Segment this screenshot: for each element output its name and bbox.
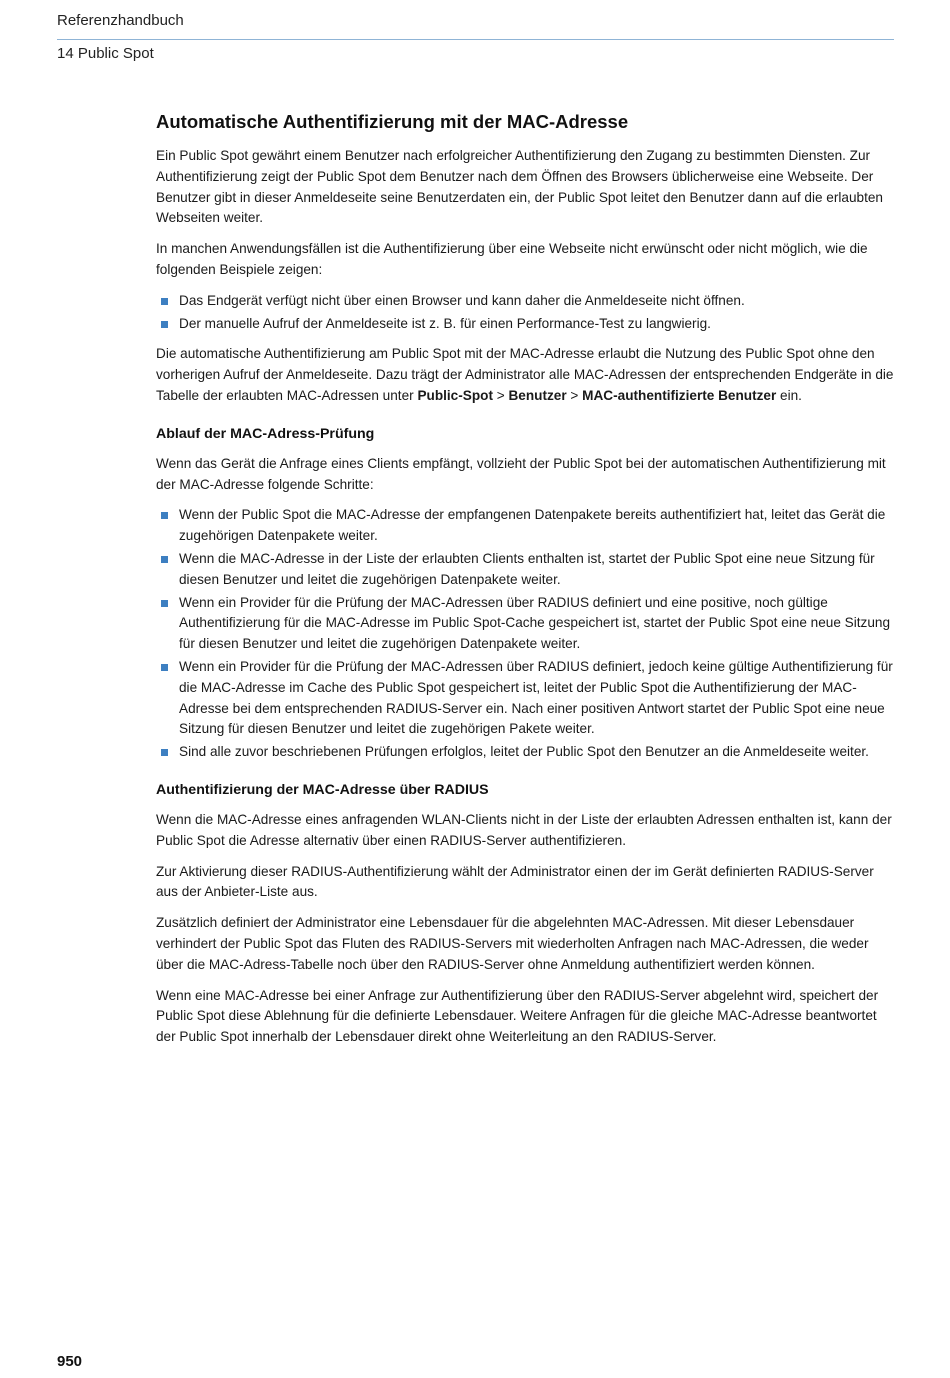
square-bullet-icon: [161, 556, 168, 563]
list-item-text: Wenn ein Provider für die Prüfung der MAC-Adressen über RADIUS definiert und eine positive, noch gültige Authentifizierung für die MAC-Adresse im Public Spot-Cache gespeichert ist, startet der Public Spot eine neue Sitzung für diesen Benutzer und leitet die zugehörigen Datenpakete weiter.: [179, 594, 891, 652]
page-header: [57, 10, 894, 65]
radius-paragraph-4: Wenn eine MAC-Adresse bei einer Anfrage zur Authentifizierung über den RADIUS-Server abgelehnt wird, speichert der Public Spot diese Ablehnung für die definierte Lebensdauer. Weitere Anfragen für die gleiche MAC-Adresse beantwortet der Public Spot innerhalb der Lebensdauer direkt ohne Weiterleitung an den RADIUS-Server.: [156, 987, 879, 1045]
menu-path-benutzer: Benutzer: [508, 387, 567, 403]
list-item-text: Wenn der Public Spot die MAC-Adresse der empfangenen Datenpakete bereits authentifiziert hat, leitet das Gerät die zugehörigen Datenpakete weiter.: [179, 507, 886, 544]
path-separator: >: [566, 387, 583, 403]
list-item-text: Sind alle zuvor beschriebenen Prüfungen erfolglos, leitet der Public Spot den Benutzer an die Anmeldeseite weiter.: [179, 744, 869, 760]
square-bullet-icon: [161, 512, 168, 519]
header-divider: [57, 39, 894, 40]
list-item: [156, 549, 894, 591]
list-item-text: Das Endgerät verfügt nicht über einen Browser und kann daher die Anmeldeseite nicht öffnen.: [179, 292, 745, 308]
radius-paragraph-1: Wenn die MAC-Adresse eines anfragenden WLAN-Clients nicht in der Liste der erlaubten Adressen enthalten ist, kann der Public Spot die Adresse alternativ über einen RADIUS-Server authentifizieren.: [156, 811, 892, 848]
menu-path-public-spot: Public-Spot: [417, 387, 493, 403]
radius-paragraph-2: Zur Aktivierung dieser RADIUS-Authentifizierung wählt der Administrator einen der im Gerät definierten RADIUS-Server aus der Anbieter-Liste aus.: [156, 863, 874, 900]
list-item-text: Wenn ein Provider für die Prüfung der MAC-Adressen über RADIUS definiert, jedoch keine gültige Authentifizierung für die MAC-Adresse im Cache des Public Spot gespeichert ist, leitet der Public Spot die Authentifizierung der MAC-Adresse bei dem entsprechenden RADIUS-Server ein. Nach einer positiven Antwort startet der Public Spot eine neue Sitzung für diesen Benutzer und leitet die zugehörigen Pakete weiter.: [179, 658, 893, 737]
subsection-heading-check: Ablauf der MAC-Adress-Prüfung: [156, 425, 375, 442]
list-item: [156, 505, 894, 547]
list-item: [156, 742, 894, 763]
path-separator: >: [492, 387, 509, 403]
square-bullet-icon: [161, 749, 168, 756]
square-bullet-icon: [161, 298, 168, 305]
list-item-text: Der manuelle Aufruf der Anmeldeseite ist z. B. für einen Performance-Test zu langwierig.: [179, 315, 711, 331]
list-item: [156, 657, 894, 740]
intro-paragraph-2: In manchen Anwendungsfällen ist die Authentifizierung über eine Webseite nicht erwünscht oder nicht möglich, wie die folgenden Beispiele zeigen:: [156, 241, 868, 277]
check-paragraph-1: Wenn das Gerät die Anfrage eines Clients empfängt, vollzieht der Public Spot bei der automatischen Authentifizierung mit der MAC-Adresse folgende Schritte:: [156, 455, 886, 492]
paragraph-text: Die automatische Authentifizierung am Public Spot mit der MAC-Adresse erlaubt die Nutzung des Public Spot ohne den vorherigen Aufruf der Anmeldeseite. Dazu trägt der Administrator alle MAC-Adressen der entsprechenden Endgeräte in die Tabelle der erlaubten MAC-Adressen unter: [156, 346, 894, 403]
list-item-text: Wenn die MAC-Adresse in der Liste der erlaubten Clients enthalten ist, startet der Public Spot eine neue Sitzung für diesen Benutzer und leitet die zugehörigen Datenpakete weiter.: [179, 550, 875, 587]
radius-paragraph-3: Zusätzlich definiert der Administrator eine Lebensdauer für die abgelehnten MAC-Adressen. Mit dieser Lebensdauer verhindert der Public Spot das Fluten des RADIUS-Servers mit wiederholten Anfragen nach MAC-Adressen, die weder über die MAC-Adress-Tabelle noch über den RADIUS-Server ohne Anmeldung authentifiziert werden können.: [156, 915, 869, 972]
main-content: [156, 109, 894, 1058]
list-item: [156, 291, 894, 312]
chapter-title: 14 Public Spot: [57, 45, 154, 62]
page-number: 950: [57, 1353, 83, 1370]
square-bullet-icon: [161, 600, 168, 607]
intro-paragraph-1: Ein Public Spot gewährt einem Benutzer nach erfolgreicher Authentifizierung den Zugang zu bestimmten Diensten. Zur Authentifizierung zeigt der Public Spot dem Benutzer nach dem Öffnen des Browsers üblicherweise eine Webseite. Der Benutzer gibt in dieser Anmeldeseite seine Benutzerdaten ein, der Public Spot leitet den Benutzer dann auf die erlaubten Webseiten weiter.: [156, 148, 883, 226]
document-title: Referenzhandbuch: [57, 12, 184, 29]
check-steps-list: [156, 505, 894, 763]
intro-paragraph-3: [156, 344, 894, 406]
menu-path-mac-users: MAC-authentifizierte Benutzer: [582, 387, 777, 403]
subsection-heading-radius: Authentifizierung der MAC-Adresse über RADIUS: [156, 781, 489, 798]
square-bullet-icon: [161, 321, 168, 328]
list-item: [156, 314, 894, 335]
intro-bullet-list: [156, 291, 894, 335]
section-heading: Automatische Authentifizierung mit der MAC-Adresse: [156, 111, 629, 132]
list-item: [156, 593, 894, 655]
square-bullet-icon: [161, 664, 168, 671]
paragraph-text: ein.: [776, 387, 802, 403]
